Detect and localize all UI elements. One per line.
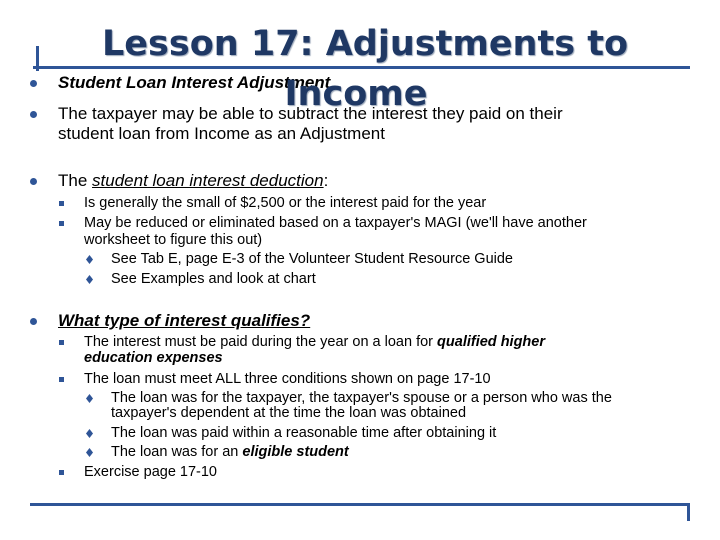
text-prefix: The loan was for an <box>111 444 243 460</box>
sub-bullet-text: worksheet to figure this out) <box>84 232 263 248</box>
bullet-text <box>58 171 328 191</box>
sub-sub-bullet-text: taxpayer's dependent at the time the loan was obtained <box>111 405 467 421</box>
diamond-bullet-icon <box>86 275 93 284</box>
square-bullet-icon <box>59 221 64 226</box>
text-emphasis: student loan interest deduction <box>92 171 324 190</box>
sub-bullet-text: The loan must meet ALL three conditions shown on page 17-10 <box>84 371 491 387</box>
slide-title-continuation: Income <box>284 74 428 114</box>
sub-sub-bullet-text: The loan was paid within a reasonable time after obtaining it <box>111 425 497 441</box>
square-bullet-icon <box>59 470 64 475</box>
sub-bullet-text: education expenses <box>84 350 223 366</box>
square-bullet-icon <box>59 377 64 382</box>
text-suffix: : <box>323 171 329 190</box>
frame-bottom-line <box>30 503 690 506</box>
sub-sub-bullet-text <box>111 444 349 461</box>
diamond-bullet-icon <box>86 429 93 438</box>
bullet-text: The taxpayer may be able to subtract the interest they paid on their <box>58 104 563 123</box>
diamond-bullet-icon <box>86 394 93 403</box>
text-prefix: The <box>58 171 93 190</box>
sub-bullet-text: Is generally the small of $2,500 or the interest paid for the year <box>84 195 487 211</box>
frame-top-line <box>33 66 690 69</box>
sub-bullet-text <box>84 334 545 351</box>
text-emphasis: qualified higher <box>437 334 545 350</box>
square-bullet-icon <box>59 201 64 206</box>
slide-title: Lesson 17: Adjustments to <box>101 24 628 64</box>
bullet-text: student loan from Income as an Adjustment <box>58 124 385 143</box>
diamond-bullet-icon <box>86 448 93 457</box>
frame-bottom-tick <box>687 503 690 521</box>
sub-sub-bullet-text: See Tab E, page E-3 of the Volunteer Student Resource Guide <box>111 251 513 267</box>
bullet-dot-icon <box>30 178 37 185</box>
sub-sub-bullet-text: See Examples and look at chart <box>111 271 316 287</box>
bullet-text: Student Loan Interest Adjustment <box>58 73 331 92</box>
text-prefix: The interest must be paid during the year on a loan for <box>84 334 438 350</box>
sub-bullet-text: May be reduced or eliminated based on a taxpayer's MAGI (we'll have another <box>84 215 587 231</box>
diamond-bullet-icon <box>86 255 93 264</box>
sub-sub-bullet-text: The loan was for the taxpayer, the taxpayer's spouse or a person who was the <box>111 390 612 406</box>
bullet-dot-icon <box>30 318 37 325</box>
text-emphasis: eligible student <box>242 444 349 460</box>
bullet-text: What type of interest qualifies? <box>58 311 311 330</box>
sub-bullet-text: Exercise page 17-10 <box>84 464 217 480</box>
square-bullet-icon <box>59 340 64 345</box>
